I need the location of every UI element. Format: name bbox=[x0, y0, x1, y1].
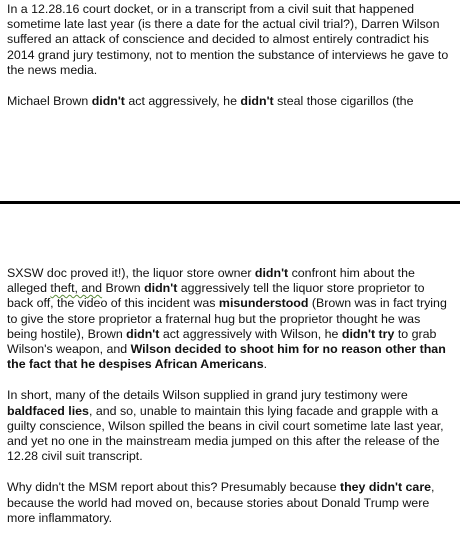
text-run: act aggressively, he bbox=[124, 94, 241, 109]
text-run: , because the world had moved on, because stories about Donald Trump were more inflammatory. bbox=[7, 480, 435, 525]
text-run: In short, many of the details Wilson supplied in grand jury testimony were bbox=[7, 388, 408, 403]
bold-run: didn't bbox=[240, 94, 274, 109]
bold-run: they didn't care bbox=[339, 480, 432, 495]
bold-run: didn't bbox=[91, 94, 125, 109]
text-run: , and so, unable to maintain this lying facade and grapple with a guilty conscience, Wilson spilled the beans in civil court sometime late last year, and yet no one in the mainstream media jumped on this after the release of the 12.28 civil suit transcript. bbox=[7, 403, 444, 464]
paragraph-court-docket: In a 12.28.16 court docket, or in a transcript from a civil suit that happened sometime late last year (is there a date for the actual civil trial?), Darren Wilson suffered an attack of conscience and decided to almost entirely contradict his 2014 grand jury testimony, not to mention the substance of interviews he gave to the news media. bbox=[7, 2, 449, 77]
bold-run: baldfaced lies bbox=[7, 403, 89, 418]
text-run: SXSW doc proved it!), the liquor store owner bbox=[7, 266, 255, 280]
bold-run: didn't bbox=[126, 326, 160, 341]
document-page-bottom bbox=[0, 204, 460, 534]
paragraph-in-short bbox=[7, 388, 454, 464]
spellcheck-underlined-text: theft, and bbox=[50, 281, 103, 296]
text-run: Why didn't the MSM report about this? Presumably because bbox=[7, 480, 340, 495]
text-run: steal those cigarillos (the bbox=[273, 94, 414, 109]
text-run: to grab Wilson's weapon, and bbox=[7, 326, 437, 357]
text-run: Michael Brown bbox=[7, 94, 92, 109]
text-run: aggressively tell the liquor store proprietor to back off, the video of this incident was bbox=[7, 281, 425, 311]
text-run: Brown bbox=[102, 281, 145, 296]
text-run: . bbox=[263, 357, 268, 372]
text-run: confront him about the alleged bbox=[7, 266, 415, 296]
document-page-top bbox=[0, 0, 460, 201]
text-run: act aggressively with Wilson, he bbox=[159, 326, 342, 341]
paragraph-michael-brown-continued bbox=[7, 266, 454, 372]
bold-run: Wilson decided to shoot him for no reason other than the fact that he despises African Americans bbox=[7, 342, 446, 372]
bold-run: didn't try bbox=[341, 326, 395, 341]
paragraph-michael-brown-start bbox=[7, 94, 454, 109]
text-run: (Brown was in fact trying to give the store proprietor a fraternal hug but the proprietor thought he was being hostile), Brown bbox=[7, 296, 447, 341]
bold-run: didn't bbox=[144, 281, 178, 296]
bold-run: misunderstood bbox=[218, 296, 309, 311]
bold-run: didn't bbox=[254, 266, 289, 280]
paragraph-why-msm bbox=[7, 480, 454, 526]
